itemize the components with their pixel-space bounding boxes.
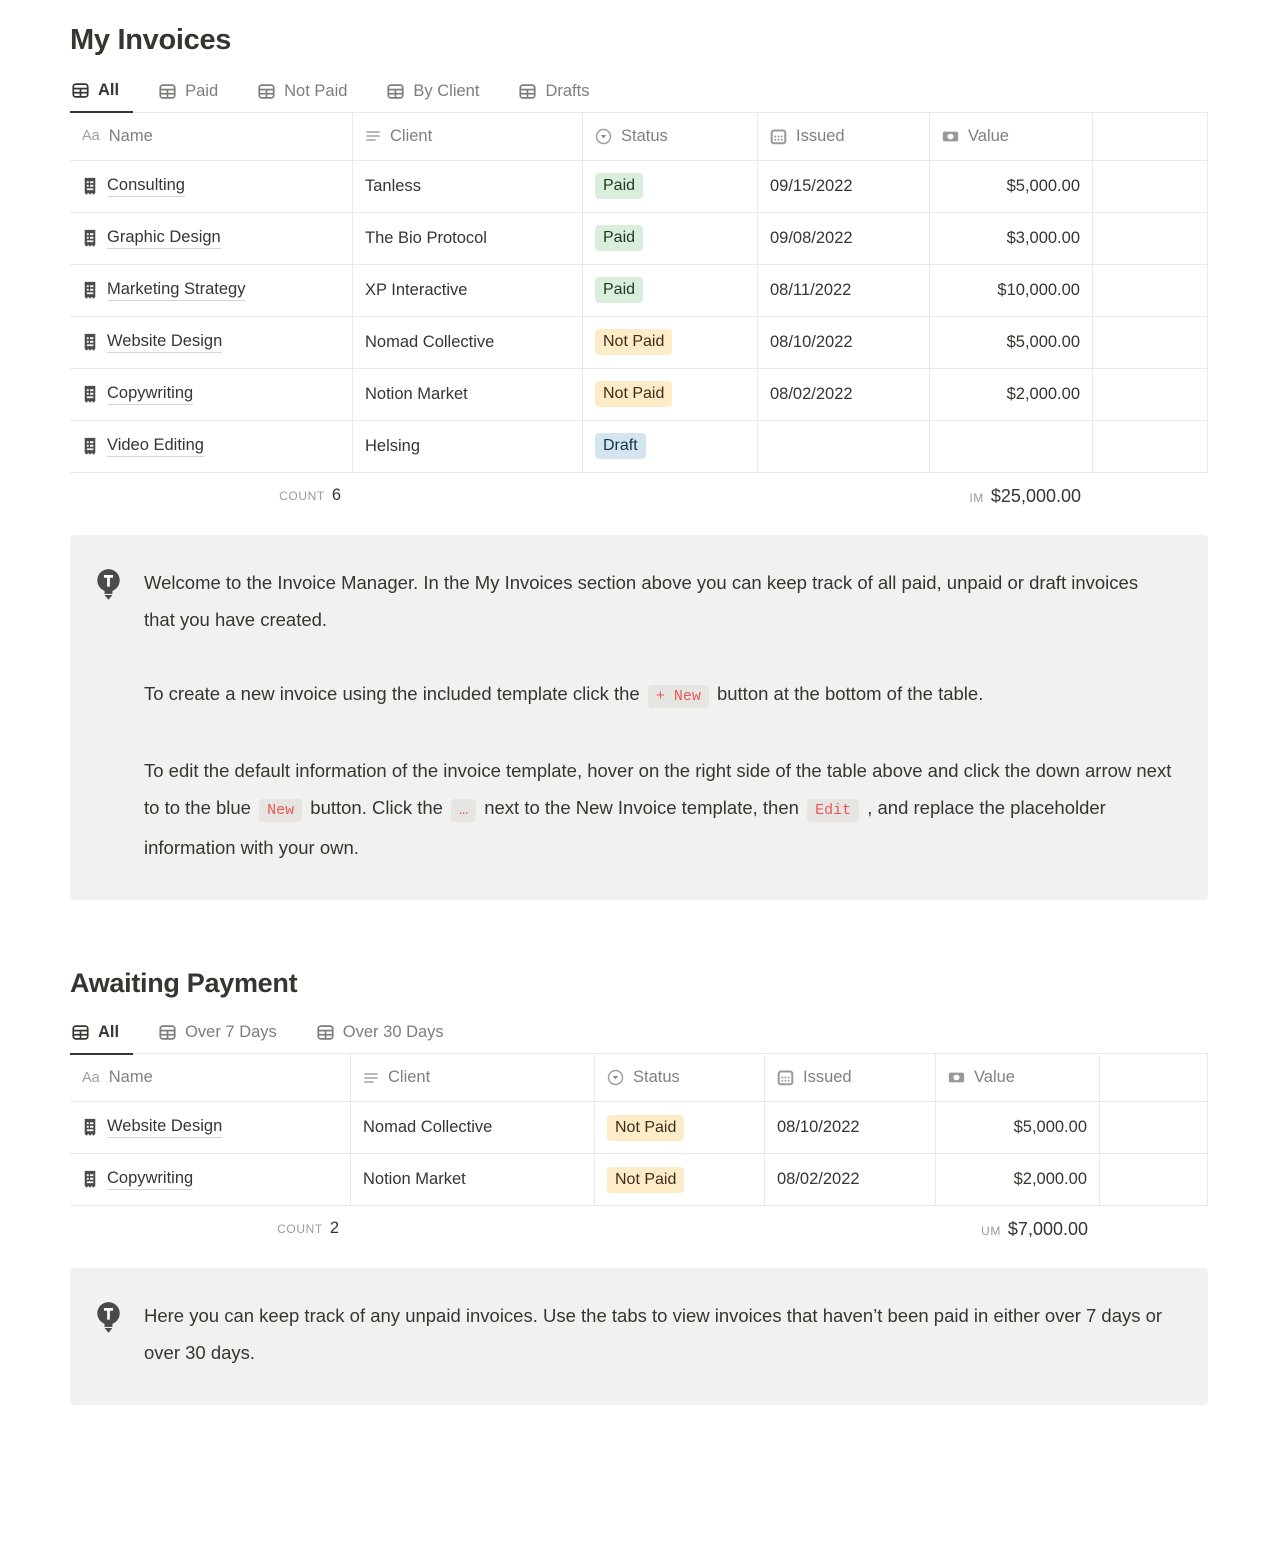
table-row: [70, 369, 1208, 421]
select-icon: [595, 128, 612, 145]
count-aggregate[interactable]: [70, 1206, 351, 1255]
cell-value[interactable]: $5,000.00: [930, 317, 1093, 368]
callout-paragraph: Here you can keep track of any unpaid invoices. Use the tabs to view invoices that haven’t been paid in either over 7 days or over 30 days.: [144, 1305, 1163, 1363]
invoice-page-link[interactable]: Copywriting: [107, 1169, 193, 1190]
empty-cell: [1093, 265, 1208, 316]
receipt-icon: [82, 177, 98, 196]
column-header-client[interactable]: [351, 1054, 595, 1101]
cell-name[interactable]: [70, 161, 353, 212]
empty-cell: [1093, 369, 1208, 420]
cell-value[interactable]: $2,000.00: [936, 1154, 1100, 1205]
count-value: 2: [329, 1219, 339, 1237]
lightbulb-icon: [95, 1297, 123, 1371]
sum-aggregate[interactable]: [930, 473, 1093, 522]
table-view-icon: [258, 83, 275, 100]
my-invoices-section: [70, 24, 1208, 900]
empty-cell: [1093, 161, 1208, 212]
text-aa-icon: [82, 128, 100, 144]
cell-issued[interactable]: 09/15/2022: [758, 161, 930, 212]
page-title: My Invoices: [70, 24, 232, 56]
table-row: [70, 213, 1208, 265]
invoice-page-link[interactable]: Consulting: [107, 176, 185, 197]
receipt-icon: [82, 1118, 98, 1137]
empty-column-header: [1100, 1054, 1208, 1101]
column-label: Issued: [796, 126, 845, 145]
callout-paragraph: To create a new invoice using the included template click the + New button at the bottom of the table.: [144, 675, 1172, 715]
empty-cell: [1100, 1154, 1208, 1205]
sum-label: IM: [969, 490, 984, 505]
invoices-info-callout: [70, 535, 1208, 900]
money-icon: [948, 1069, 965, 1086]
count-label: COUNT: [279, 488, 325, 503]
status-badge: Draft: [595, 433, 646, 459]
empty-cell: [1100, 1102, 1208, 1153]
table-calc-row: [70, 1206, 1208, 1255]
cell-client[interactable]: Notion Market: [353, 369, 583, 420]
table-view-icon: [72, 82, 89, 99]
status-badge: Paid: [595, 277, 643, 303]
invoice-page-link[interactable]: Copywriting: [107, 384, 193, 405]
column-header-status[interactable]: [595, 1054, 765, 1101]
column-label: Name: [108, 126, 153, 145]
tab-label: Over 30 Days: [342, 1023, 444, 1041]
cell-status[interactable]: [583, 421, 758, 472]
select-icon: [607, 1069, 624, 1086]
tab-by-client[interactable]: [385, 76, 493, 112]
callout-paragraph: To edit the default information of the invoice template, hover on the right side of the table above and click the down arrow next to to the blue New button. Click the … next to the New Invoice template, then Edit , and replace the placeholder information with your own.: [144, 759, 1172, 858]
receipt-icon: [82, 333, 98, 352]
table-view-icon: [519, 83, 536, 100]
column-label: Value: [968, 126, 1009, 145]
sum-value: $25,000.00: [990, 485, 1081, 506]
cell-status[interactable]: [583, 213, 758, 264]
table-row: [70, 1102, 1208, 1154]
text-aa-icon: [82, 1070, 100, 1086]
calendar-icon: [770, 128, 787, 145]
count-value: 6: [331, 485, 341, 504]
column-header-client[interactable]: [353, 113, 583, 160]
cell-status[interactable]: [583, 265, 758, 316]
sum-label: UM: [981, 1224, 1001, 1238]
table-view-icon: [72, 1024, 89, 1041]
table-row: [70, 421, 1208, 473]
table-view-icon: [159, 1024, 176, 1041]
callout-text: [144, 564, 1172, 866]
column-header-name[interactable]: [70, 113, 353, 160]
sum-value: $7,000.00: [1007, 1219, 1088, 1239]
status-badge: Paid: [595, 225, 643, 251]
cell-client[interactable]: Helsing: [353, 421, 583, 472]
table-header-row: [70, 113, 1208, 161]
column-label: Client: [388, 1068, 431, 1086]
cell-name[interactable]: [70, 317, 353, 368]
column-header-issued[interactable]: [765, 1054, 936, 1101]
table-view-icon: [159, 83, 176, 100]
cell-status[interactable]: [595, 1154, 765, 1205]
cell-name[interactable]: [70, 213, 353, 264]
status-badge: Paid: [595, 173, 643, 199]
column-label: Name: [108, 1068, 153, 1086]
cell-client[interactable]: Notion Market: [351, 1154, 595, 1205]
cell-client[interactable]: Tanless: [353, 161, 583, 212]
table-row: [70, 317, 1208, 369]
invoice-page-link[interactable]: Graphic Design: [107, 228, 221, 249]
cell-issued[interactable]: 08/02/2022: [758, 369, 930, 420]
text-lines-icon: [365, 128, 381, 144]
tab-not-paid[interactable]: [256, 76, 361, 112]
cell-status[interactable]: [595, 1102, 765, 1153]
invoice-page-link[interactable]: Marketing Strategy: [107, 280, 245, 301]
lightbulb-icon: [95, 564, 123, 866]
text-aa-icon: Aa: [82, 1069, 100, 1086]
receipt-icon: [82, 385, 98, 404]
table-row: [70, 1154, 1208, 1206]
cell-issued[interactable]: [758, 421, 930, 472]
table-row: [70, 161, 1208, 213]
money-icon: [942, 128, 959, 145]
column-label: Status: [633, 1068, 680, 1086]
receipt-icon: [82, 229, 98, 248]
cell-issued[interactable]: 08/10/2022: [758, 317, 930, 368]
awaiting-info-callout: [70, 1268, 1208, 1405]
cell-value[interactable]: $5,000.00: [936, 1102, 1100, 1153]
table-row: [70, 265, 1208, 317]
invoice-page-link[interactable]: Website Design: [107, 1117, 222, 1138]
cell-name[interactable]: [70, 369, 353, 420]
tab-label: Paid: [185, 81, 219, 100]
cell-name[interactable]: [70, 265, 353, 316]
text-lines-icon: [363, 1070, 379, 1086]
cell-status[interactable]: [583, 161, 758, 212]
cell-issued[interactable]: 08/02/2022: [765, 1154, 936, 1205]
tab-all[interactable]: [70, 75, 133, 113]
status-badge: Not Paid: [595, 381, 672, 407]
tab-label: Drafts: [545, 81, 590, 100]
inline-code: + New: [648, 685, 709, 708]
tab-label: All: [98, 1022, 120, 1041]
cell-name[interactable]: [70, 1102, 351, 1153]
column-label: Status: [621, 126, 668, 145]
cell-status[interactable]: [583, 317, 758, 368]
empty-column-header: [1093, 113, 1208, 160]
tab-label: Not Paid: [284, 81, 348, 100]
tab-label: Over 7 Days: [185, 1023, 277, 1041]
tab-all[interactable]: [70, 1017, 133, 1055]
invoice-page-link[interactable]: Video Editing: [107, 436, 204, 457]
calendar-icon: [777, 1069, 794, 1086]
cell-client[interactable]: Nomad Collective: [351, 1102, 595, 1153]
cell-value[interactable]: $10,000.00: [930, 265, 1093, 316]
column-header-value[interactable]: [936, 1054, 1100, 1101]
cell-value[interactable]: [930, 421, 1093, 472]
empty-cell: [1093, 213, 1208, 264]
cell-issued[interactable]: 09/08/2022: [758, 213, 930, 264]
callout-text: [144, 1297, 1172, 1371]
sum-aggregate[interactable]: [936, 1206, 1100, 1255]
column-header-value[interactable]: [930, 113, 1093, 160]
invoices-view-tabs: [70, 75, 1208, 113]
text-aa-icon: Aa: [82, 128, 100, 144]
table-view-icon: [317, 1024, 334, 1041]
cell-name[interactable]: [70, 421, 353, 472]
inline-code: …: [451, 799, 476, 822]
cell-status[interactable]: [583, 369, 758, 420]
section-title: Awaiting Payment: [70, 967, 298, 998]
column-header-issued[interactable]: [758, 113, 930, 160]
tab-paid[interactable]: [157, 76, 232, 112]
cell-client[interactable]: The Bio Protocol: [353, 213, 583, 264]
cell-value[interactable]: $3,000.00: [930, 213, 1093, 264]
status-badge: Not Paid: [607, 1167, 684, 1193]
cell-client[interactable]: Nomad Collective: [353, 317, 583, 368]
cell-value[interactable]: $5,000.00: [930, 161, 1093, 212]
column-header-name[interactable]: [70, 1054, 351, 1101]
tab-drafts[interactable]: [517, 76, 603, 112]
empty-cell: [1093, 317, 1208, 368]
cell-issued[interactable]: 08/10/2022: [765, 1102, 936, 1153]
column-label: Issued: [803, 1068, 852, 1086]
cell-value[interactable]: $2,000.00: [930, 369, 1093, 420]
tab-label: All: [98, 81, 120, 99]
cell-client[interactable]: XP Interactive: [353, 265, 583, 316]
inline-code: Edit: [807, 799, 859, 822]
table-header-row: [70, 1054, 1208, 1102]
receipt-icon: [82, 1170, 98, 1189]
count-label: COUNT: [277, 1222, 323, 1236]
tab-over-30-days[interactable]: [315, 1017, 458, 1053]
column-label: Value: [974, 1068, 1015, 1086]
inline-code: New: [259, 799, 302, 822]
invoice-manager-page: [0, 24, 1272, 1435]
callout-paragraph: Welcome to the Invoice Manager. In the My Invoices section above you can keep track of all paid, unpaid or draft invoices that you have created.: [144, 571, 1139, 630]
status-badge: Not Paid: [595, 329, 672, 355]
empty-cell: [1093, 421, 1208, 472]
cell-name[interactable]: [70, 1154, 351, 1205]
awaiting-view-tabs: [70, 1017, 1208, 1055]
status-badge: Not Paid: [607, 1115, 684, 1141]
cell-issued[interactable]: 08/11/2022: [758, 265, 930, 316]
tab-label: By Client: [413, 81, 480, 100]
count-aggregate[interactable]: [70, 473, 353, 522]
tab-over-7-days[interactable]: [157, 1017, 291, 1053]
receipt-icon: [82, 281, 98, 300]
receipt-icon: [82, 437, 98, 456]
column-label: Client: [390, 126, 433, 145]
column-header-status[interactable]: [583, 113, 758, 160]
invoice-page-link[interactable]: Website Design: [107, 332, 222, 353]
awaiting-payment-section: [70, 968, 1208, 1406]
table-view-icon: [387, 83, 404, 100]
table-calc-row: [70, 473, 1208, 522]
awaiting-table: [70, 1054, 1208, 1255]
invoices-table: [70, 113, 1208, 522]
